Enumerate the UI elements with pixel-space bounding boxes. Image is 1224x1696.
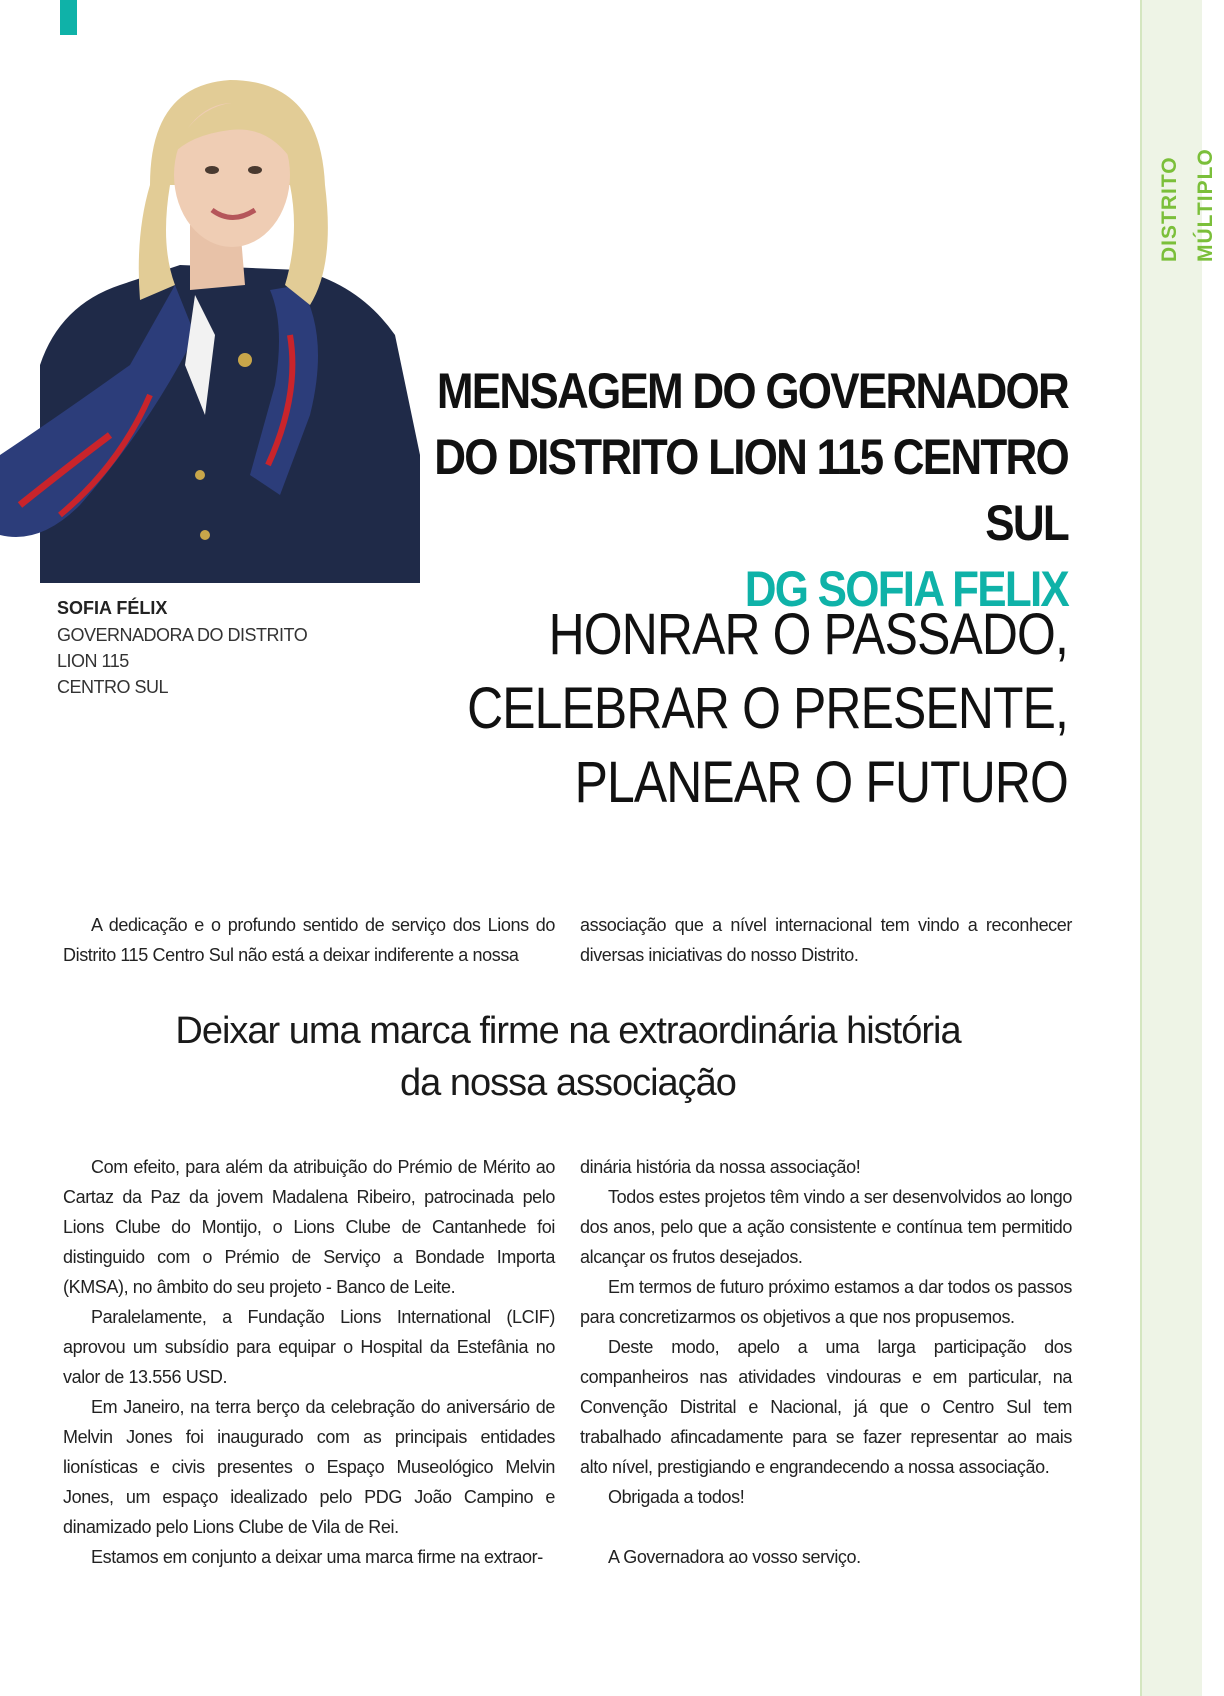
body-paragraph: Estamos em conjunto a deixar uma marca firme na extraor- <box>91 1547 543 1567</box>
caption-role-line2: CENTRO SUL <box>57 677 169 697</box>
body-paragraph: Deste modo, apelo a uma larga participação dos companheiros nas atividades vindouras e em particular, na Convenção Distrital e Nacional, já que o Centro Sul tem trabalhado afincadamente para se fazer representar ao mais alto nível, prestigiando e engrandecendo a nossa associação. <box>580 1337 1072 1477</box>
signoff: A Governadora ao vosso serviço. <box>608 1547 861 1567</box>
subheading <box>63 1005 1073 1109</box>
intro-paragraph-continued: associação que a nível internacional tem vindo a reconhecer diversas iniciativas do nosso Distrito. <box>580 915 1072 965</box>
intro-paragraph: A dedicação e o profundo sentido de serviço dos Lions do Distrito 115 Centro Sul não está a deixar indiferente a nossa <box>63 915 555 965</box>
intro-column-right <box>580 910 1072 970</box>
body-paragraph: Todos estes projetos têm vindo a ser desenvolvidos ao longo dos anos, pelo que a ação consistente e contínua tem permitido alcançar os frutos desejados. <box>580 1187 1072 1267</box>
article-title <box>308 358 1068 622</box>
caption-role-line1: GOVERNADORA DO DISTRITO LION 115 <box>57 625 308 671</box>
body-paragraph: Paralelamente, a Fundação Lions International (LCIF) aprovou um subsídio para equipar o Hospital da Estefânia no valor de 13.556 USD. <box>63 1307 555 1387</box>
title-line2: DO DISTRITO LION 115 CENTRO SUL <box>434 429 1068 551</box>
motto-heading <box>308 598 1068 820</box>
motto-line2: CELEBRAR O PRESENTE, <box>467 676 1068 741</box>
subheading-line2: da nossa associação <box>400 1062 736 1104</box>
caption-name: SOFIA FÉLIX <box>57 598 168 618</box>
motto-line1: HONRAR O PASSADO, <box>548 602 1068 667</box>
caption-role <box>57 622 347 700</box>
body-paragraph-continued: dinária história da nossa associação! <box>580 1157 861 1177</box>
motto-line3: PLANEAR O FUTURO <box>574 750 1068 815</box>
subheading-line1: Deixar uma marca firme na extraordinária história <box>175 1010 961 1052</box>
body-paragraph: Em Janeiro, na terra berço da celebração do aniversário de Melvin Jones foi inaugurado com as principais entidades lionísticas e civis presentes o Espaço Museológico Melvin Jones, um espaço idealizado pelo PDG João Campino e dinamizado pelo Lions Clube de Vila de Rei. <box>63 1397 555 1537</box>
section-label: DISTRITO MÚLTIPLO <box>1158 148 1217 262</box>
body-paragraph: Em termos de futuro próximo estamos a dar todos os passos para concretizarmos os objetivos a que nos propusemos. <box>580 1277 1072 1327</box>
body-paragraph: Com efeito, para além da atribuição do Prémio de Mérito ao Cartaz da Paz da jovem Madalena Ribeiro, patrocinada pelo Lions Clube do Montijo, o Lions Clube de Cantanhede foi distinguido com o Prémio de Serviço a Bondade Importa (KMSA), no âmbito do seu projeto - Banco de Leite. <box>63 1157 555 1297</box>
intro-column-left <box>63 910 555 970</box>
body-column-left <box>63 1152 555 1572</box>
title-line1: MENSAGEM DO GOVERNADOR <box>436 363 1068 419</box>
title-author: DG SOFIA FELIX <box>744 561 1068 617</box>
body-column-right <box>580 1152 1072 1572</box>
body-paragraph: Obrigada a todos! <box>608 1487 745 1507</box>
